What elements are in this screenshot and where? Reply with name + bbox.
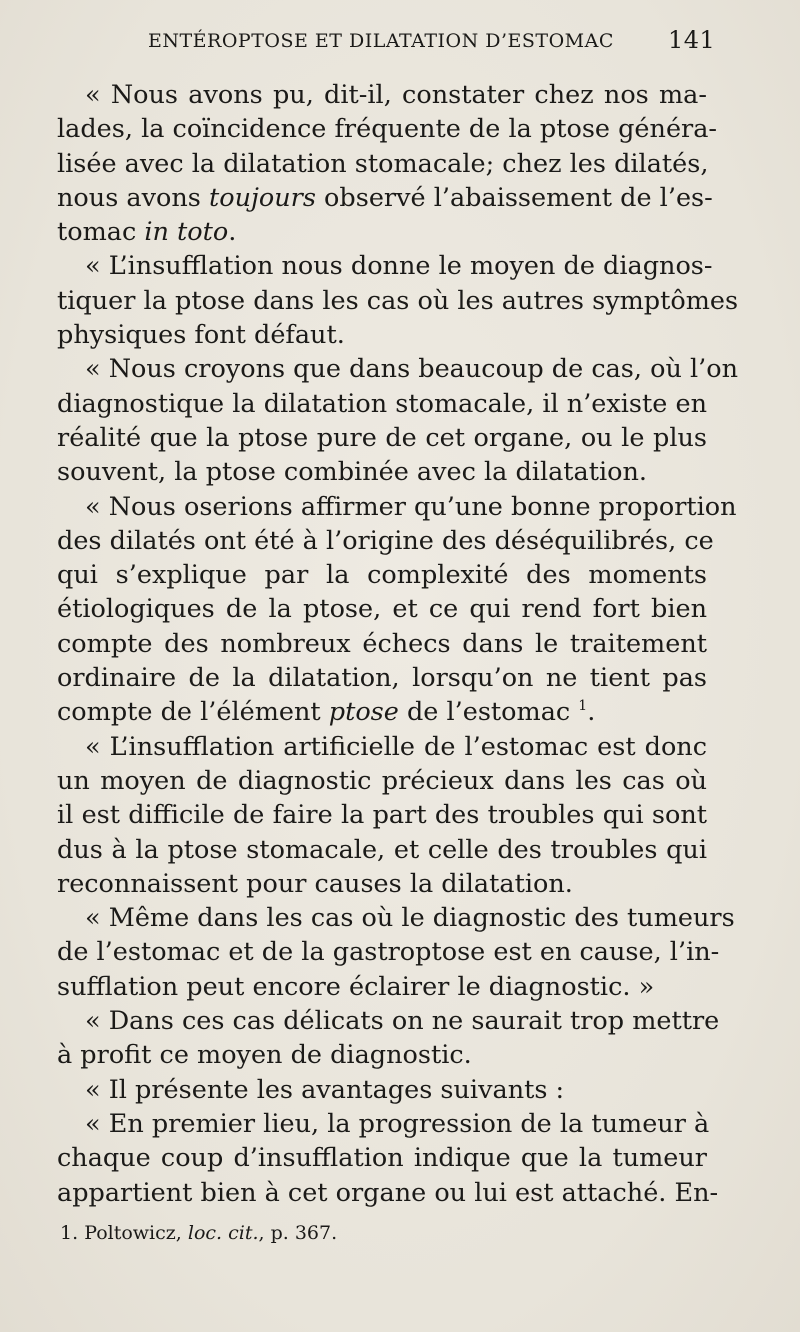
text-segment: de l’estomac	[398, 697, 579, 728]
italic-segment: ptose	[328, 697, 399, 728]
text-segment: nous avons	[57, 182, 209, 213]
text-line: étiologiques de la ptose, et ce qui rend fort bien	[57, 594, 707, 625]
italic-segment: in toto	[144, 217, 229, 248]
text-line	[57, 181, 713, 215]
text-segment: .	[587, 697, 596, 728]
text-line: « Même dans les cas où le diagnostic des tumeurs	[85, 903, 735, 934]
body-text	[57, 78, 739, 1210]
text-line: diagnostique la dilatation stomacale, il n’existe en	[57, 388, 707, 419]
italic-segment: toujours	[208, 182, 316, 213]
text-line: tiquer la ptose dans les cas où les autres symptômes	[57, 285, 739, 316]
text-segment: observé l’abaissement de l’es-	[315, 182, 713, 213]
text-line: « Il présente les avantages suivants :	[85, 1074, 565, 1105]
text-line: « Nous avons pu, dit-il, constater chez nos ma-	[85, 80, 707, 110]
text-line: physiques font défaut.	[57, 320, 345, 351]
text-line: « Dans ces cas délicats on ne saurait trop mettre	[85, 1006, 720, 1037]
text-line: « L’insufflation nous donne le moyen de diagnos-	[85, 251, 713, 282]
text-line: réalité que la ptose pure de cet organe, ou le plus	[57, 422, 707, 453]
text-line: « En premier lieu, la progression de la tumeur à	[85, 1108, 710, 1139]
text-line: de l’estomac et de la gastroptose est en cause, l’in-	[57, 937, 720, 968]
text-line: sufflation peut encore éclairer le diagnostic. »	[57, 971, 655, 1002]
text-line: « Nous croyons que dans beaucoup de cas, où l’on	[85, 354, 739, 385]
text-line: « L’insufflation artificielle de l’estomac est donc	[85, 731, 707, 762]
page-number: 141	[668, 26, 716, 54]
text-line: qui s’explique par la complexité des moments	[57, 560, 707, 591]
text-line: des dilatés ont été à l’origine des déséquilibrés, ce	[57, 525, 714, 556]
footnote	[60, 1222, 337, 1244]
text-line: à profit ce moyen de diagnostic.	[57, 1040, 472, 1071]
text-line	[57, 215, 707, 249]
text-segment: compte de l’élément	[57, 697, 329, 728]
text-line: reconnaissent pour causes la dilatation.	[57, 868, 573, 899]
text-line: il est difficile de faire la part des troubles qui sont	[57, 800, 707, 831]
text-line: chaque coup d’insufflation indique que la tumeur	[57, 1143, 707, 1174]
text-line: « Nous oserions affirmer qu’une bonne proportion	[85, 491, 737, 522]
text-line: dus à la ptose stomacale, et celle des troubles qui	[57, 834, 707, 865]
text-line: lades, la coïncidence fréquente de la ptose généra-	[57, 114, 718, 145]
text-line: souvent, la ptose combinée avec la dilatation.	[57, 457, 648, 488]
footnote-marker: 1.	[60, 1222, 79, 1244]
footnote-author: Poltowicz,	[84, 1222, 188, 1244]
header-title: ENTÉROPTOSE ET DILATATION D’ESTOMAC	[148, 30, 614, 52]
text-segment: .	[228, 217, 237, 248]
footnote-page: , p. 367.	[258, 1222, 338, 1244]
text-line: compte des nombreux échecs dans le traitement	[57, 628, 707, 659]
text-segment: tomac	[57, 217, 145, 248]
text-line: appartient bien à cet organe ou lui est attaché. En-	[57, 1177, 719, 1208]
text-line: ordinaire de la dilatation, lorsqu’on ne tient pas	[57, 663, 707, 694]
text-line: lisée avec la dilatation stomacale; chez les dilatés,	[57, 148, 709, 179]
text-line: un moyen de diagnostic précieux dans les cas où	[57, 765, 707, 796]
text-line	[57, 695, 707, 729]
footnote-italic: loc. cit.	[187, 1222, 259, 1244]
footnote-reference: 1	[578, 698, 588, 715]
